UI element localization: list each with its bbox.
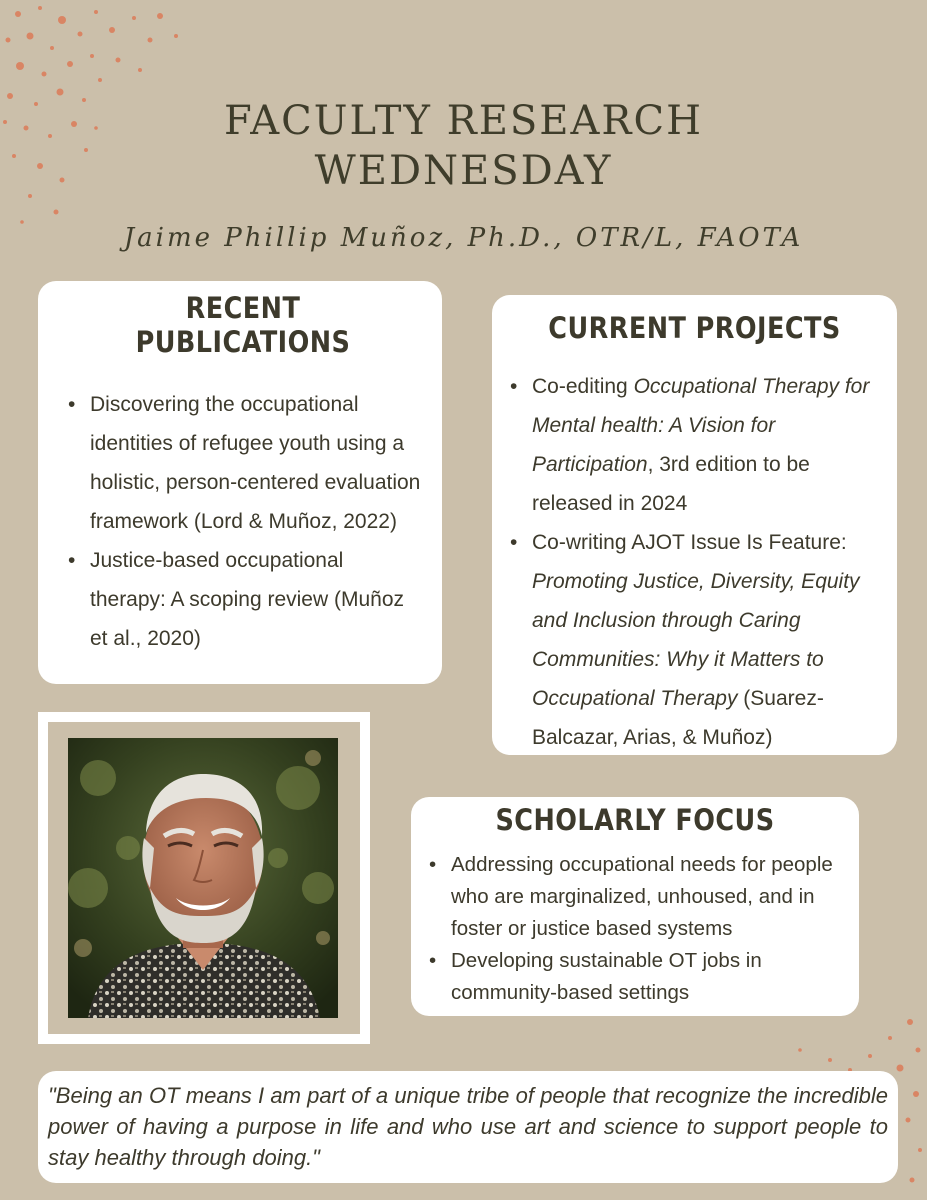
list-item: • Discovering the occupational identities of refugee youth using a holistic, person-centered evaluation framework (Lord & Muñoz, 2022) (64, 385, 422, 541)
list-item: • Justice-based occupational therapy: A scoping review (Muñoz et al., 2020) (64, 541, 422, 658)
publications-card (38, 281, 442, 684)
event-title (0, 96, 927, 196)
project-text: , 3rd edition to be released in 2024 (532, 453, 810, 515)
project-text: Co-editing (532, 375, 634, 398)
projects-heading: CURRENT PROJECTS (548, 311, 841, 345)
title-line-2: WEDNESDAY (314, 148, 613, 194)
portrait-photo (68, 738, 338, 1018)
quote-text: "Being an OT means I am part of a unique tribe of people that recognize the incredible power of having a purpose in life and who use art and science to support people to stay healthy through doing." (48, 1083, 888, 1170)
book-title: Occupational Therapy for Mental health: A Vision for Participation (532, 375, 870, 476)
list-item (506, 367, 883, 523)
list-item: • Developing sustainable OT jobs in community-based settings (425, 945, 845, 1009)
project-text: Co-writing AJOT Issue Is Feature: (532, 531, 847, 554)
article-title: Promoting Justice, Diversity, Equity and Inclusion through Caring Communities: Why it Matters to Occupational Therapy (532, 570, 860, 710)
list-item: • Addressing occupational needs for people who are marginalized, unhoused, and in foster or justice based systems (425, 849, 845, 945)
title-line-1: FACULTY RESEARCH (224, 98, 703, 144)
focus-heading: SCHOLARLY FOCUS (495, 803, 775, 837)
publications-heading: RECENT PUBLICATIONS (135, 291, 351, 359)
faculty-name: Jaime Phillip Muñoz, Ph.D., OTR/L, FAOTA (123, 223, 804, 253)
projects-card (492, 295, 897, 755)
list-item (506, 523, 883, 757)
publications-list (64, 385, 422, 658)
focus-list (425, 849, 845, 1009)
scholarly-focus-card (411, 797, 859, 1016)
project-text: (Suarez-Balcazar, Arias, & Muñoz) (532, 687, 824, 749)
projects-list (506, 367, 883, 757)
photo-frame (38, 712, 370, 1044)
quote-box (38, 1071, 898, 1183)
photo-mat (48, 722, 360, 1034)
